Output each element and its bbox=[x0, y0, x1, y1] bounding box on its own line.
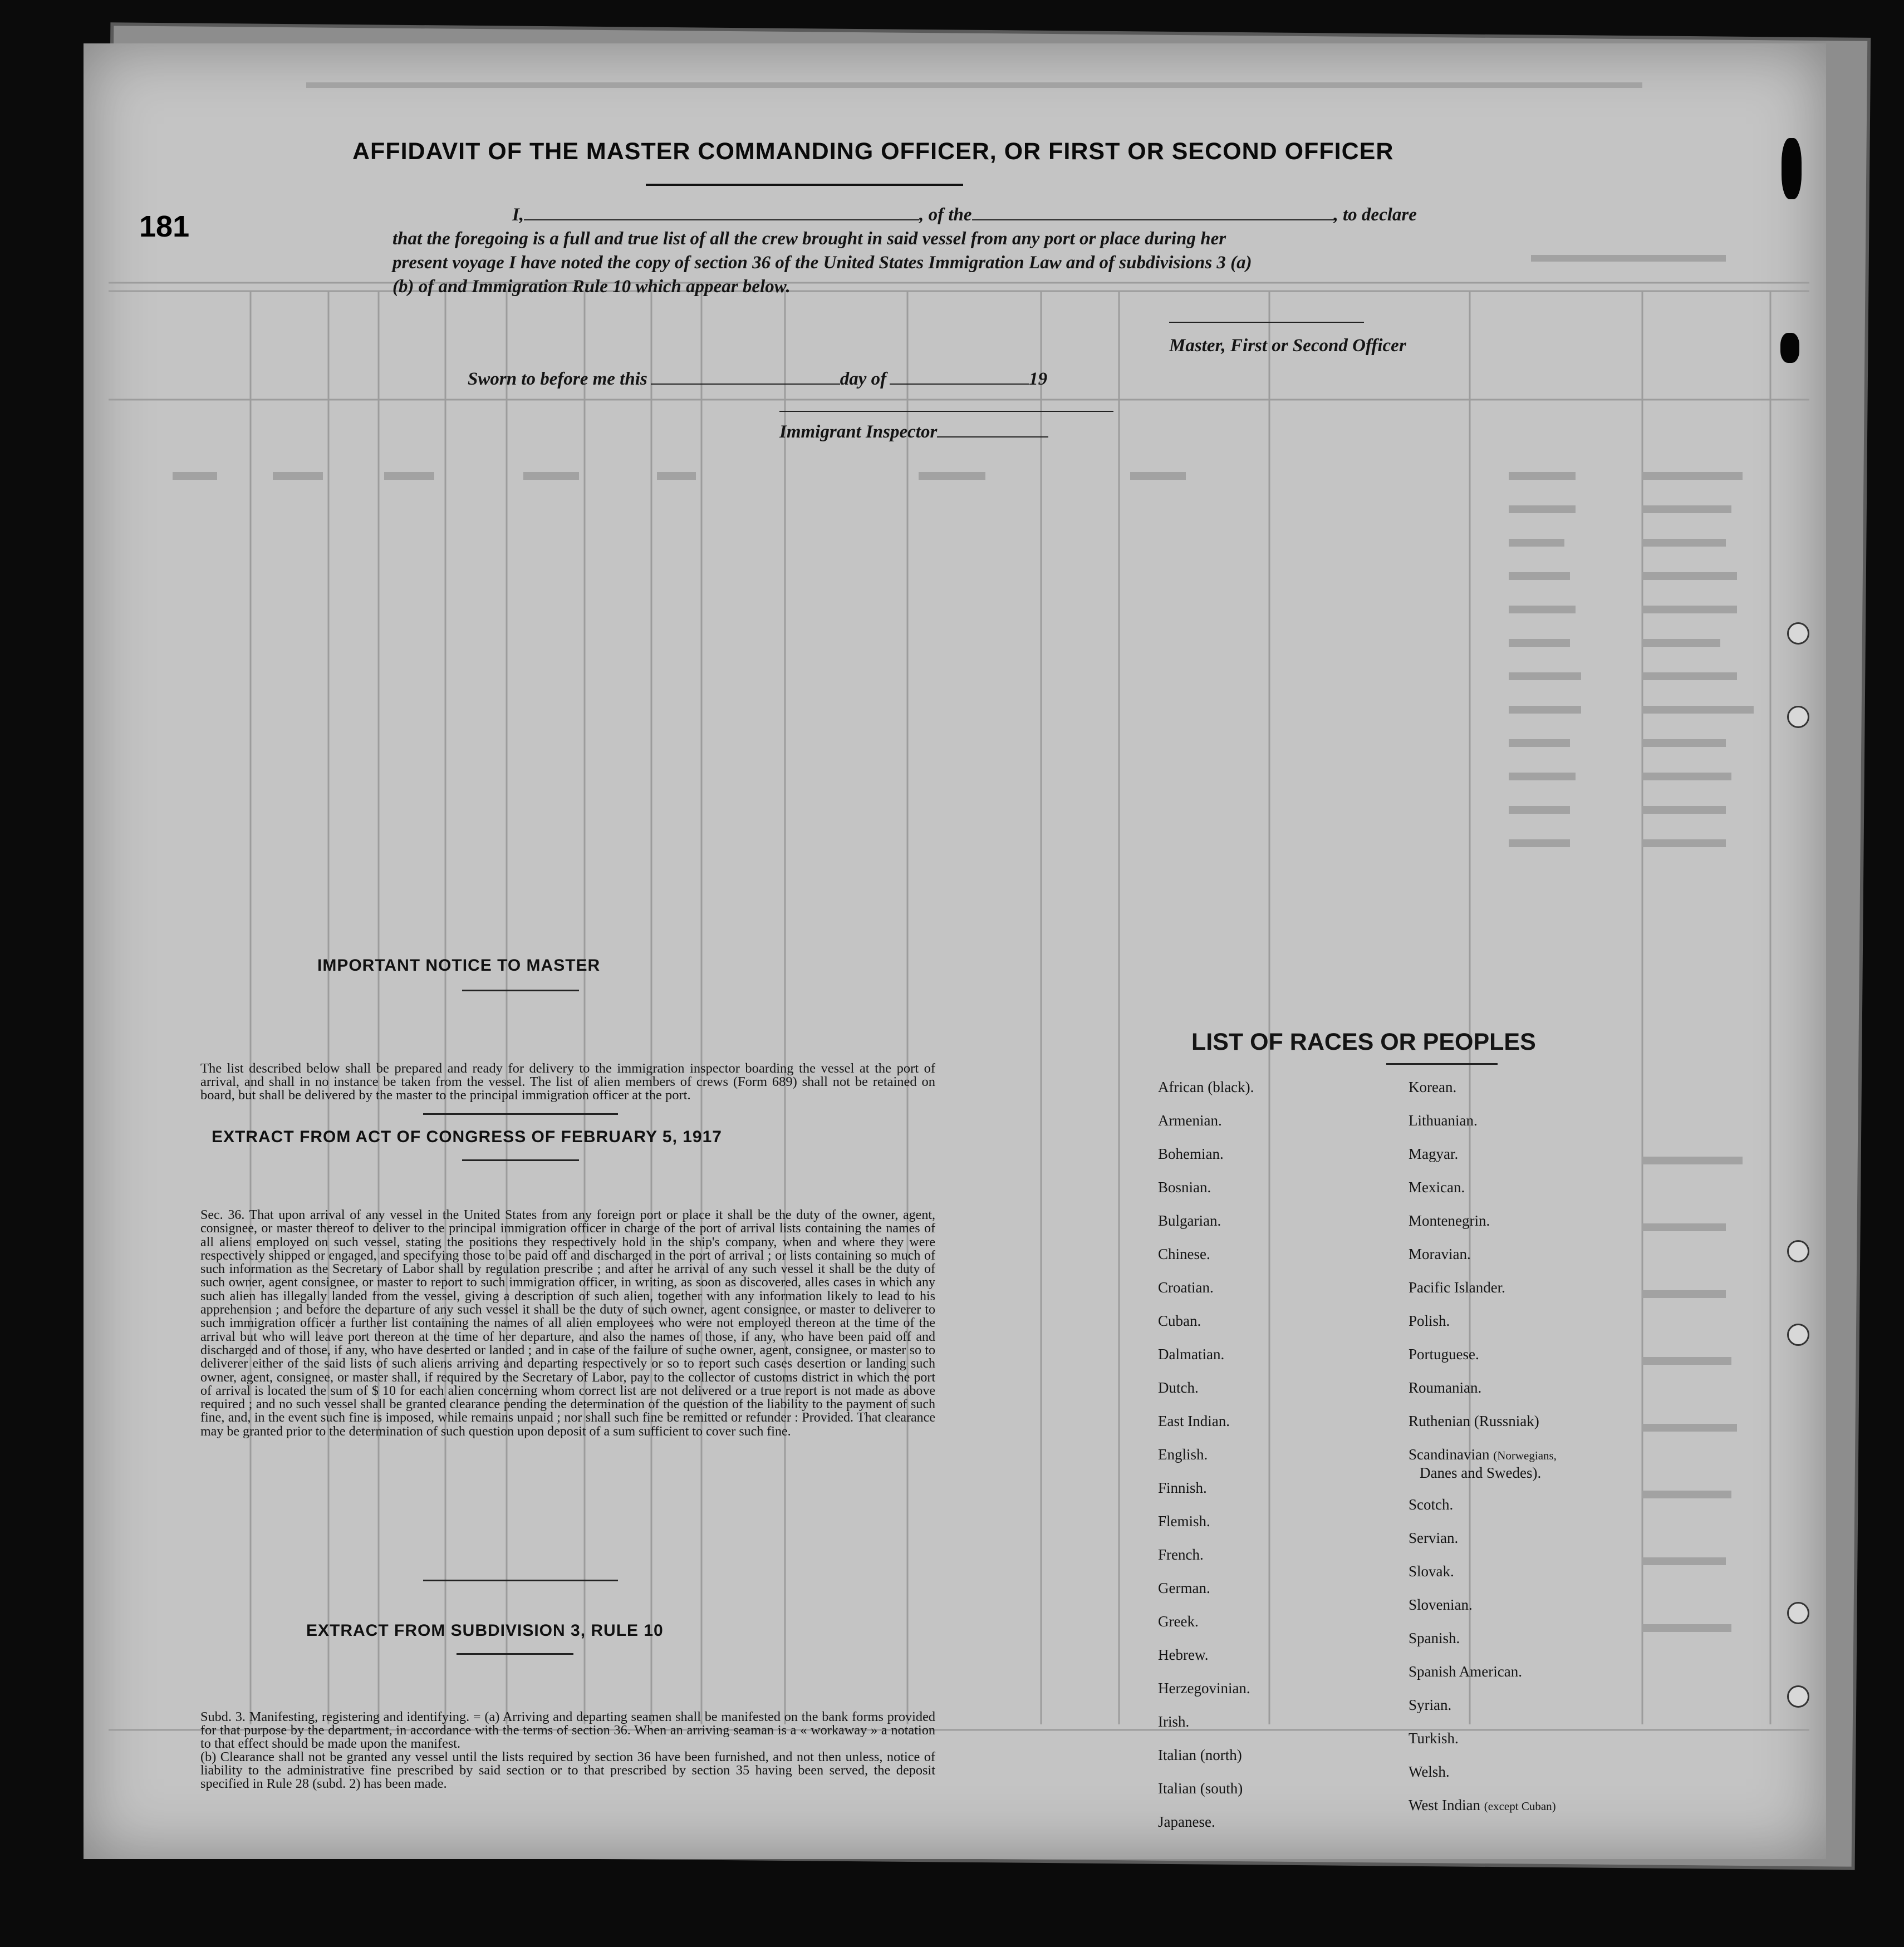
race-item-scandinavian bbox=[1409, 1446, 1557, 1496]
punch-hole bbox=[1787, 1685, 1809, 1708]
race-item: French. bbox=[1158, 1546, 1204, 1563]
affidavit-title: AFFIDAVIT OF THE MASTER COMMANDING OFFICER, OR FIRST OR SECOND OFFICER bbox=[352, 138, 1394, 165]
race-item-label: Scandinavian bbox=[1409, 1446, 1490, 1463]
inspector-blank[interactable] bbox=[937, 436, 1048, 437]
page-number: 181 bbox=[139, 210, 190, 243]
race-item: Scotch. bbox=[1409, 1496, 1454, 1513]
master-label: Master, First or Second Officer bbox=[1169, 336, 1406, 356]
sworn-line bbox=[468, 369, 1047, 390]
race-item: Syrian. bbox=[1409, 1697, 1452, 1713]
race-item: East Indian. bbox=[1158, 1413, 1230, 1429]
punch-hole bbox=[1787, 706, 1809, 728]
race-item: Greek. bbox=[1158, 1613, 1199, 1630]
i-label: I, bbox=[512, 205, 524, 225]
race-item: Slovenian. bbox=[1409, 1596, 1473, 1613]
to-declare-label: , to declare bbox=[1333, 205, 1417, 225]
race-item: Bohemian. bbox=[1158, 1145, 1224, 1162]
race-item: Slovak. bbox=[1409, 1563, 1454, 1580]
race-item: Italian (north) bbox=[1158, 1747, 1242, 1763]
act-bottom-rule bbox=[423, 1580, 618, 1581]
race-item: Mexican. bbox=[1409, 1179, 1465, 1196]
notice-heading: IMPORTANT NOTICE TO MASTER bbox=[317, 956, 601, 975]
race-item: Finnish. bbox=[1158, 1479, 1207, 1496]
notice-bottom-rule bbox=[423, 1113, 618, 1115]
race-item: Ruthenian (Russniak) bbox=[1409, 1413, 1539, 1429]
race-item: Turkish. bbox=[1409, 1730, 1459, 1747]
of-the-label: , of the bbox=[919, 205, 972, 225]
black-mark bbox=[1780, 333, 1799, 363]
race-item: Pacific Islander. bbox=[1409, 1279, 1505, 1296]
race-item: Hebrew. bbox=[1158, 1646, 1209, 1663]
subdivision-b-text: (b) Clearance shall not be granted any vessel until the lists required by section 36 have been furnished, and not then unless, notice of liability to the administrative fine prescribed by said section or to that prescribed by section 35 having been served, the deposit specified in Rule 28 (subd. 2) has been made. bbox=[200, 1749, 935, 1791]
rule-heading: EXTRACT FROM SUBDIVISION 3, RULE 10 bbox=[306, 1621, 664, 1640]
officer-name-blank[interactable] bbox=[524, 219, 919, 220]
vessel-name-blank[interactable] bbox=[972, 219, 1334, 220]
race-item: Servian. bbox=[1409, 1530, 1459, 1546]
race-item: Spanish. bbox=[1409, 1630, 1460, 1646]
race-item: Portuguese. bbox=[1409, 1346, 1479, 1363]
affidavit-line-2: that the foregoing is a full and true list of all the crew brought in said vessel from any port or place during her bbox=[392, 229, 1226, 249]
subdivision-a-text: Subd. 3. Manifesting, registering and identifying. = (a) Arriving and departing seamen shall be manifested on the bank forms provided for that purpose by the department, in accordance with the terms of section 36. When an arriving seaman is a « workaway » a notation to that effect should be made upon the manifest. bbox=[200, 1709, 935, 1751]
race-item: Korean. bbox=[1409, 1079, 1457, 1095]
race-item: Cuban. bbox=[1158, 1312, 1201, 1329]
races-rule bbox=[1386, 1063, 1498, 1065]
race-item: Irish. bbox=[1158, 1713, 1190, 1730]
race-item: Welsh. bbox=[1409, 1763, 1450, 1780]
race-item: Moravian. bbox=[1409, 1246, 1471, 1262]
race-item-note: (Norwegians, bbox=[1493, 1449, 1557, 1462]
punch-hole bbox=[1787, 1602, 1809, 1624]
race-item: English. bbox=[1158, 1446, 1208, 1463]
race-item: German. bbox=[1158, 1580, 1210, 1596]
punch-hole bbox=[1787, 1240, 1809, 1262]
race-item: Dalmatian. bbox=[1158, 1346, 1225, 1363]
race-item: Montenegrin. bbox=[1409, 1212, 1490, 1229]
affidavit-line-3: present voyage I have noted the copy of section 36 of the United States Immigration Law and of subdivisions 3 (a) bbox=[392, 253, 1252, 273]
race-item: Magyar. bbox=[1409, 1145, 1459, 1162]
race-item-note-line2: Danes and Swedes). bbox=[1420, 1464, 1542, 1481]
document-page bbox=[84, 43, 1826, 1859]
race-item: Dutch. bbox=[1158, 1379, 1199, 1396]
ghost-table bbox=[84, 43, 1826, 1859]
race-item: Croatian. bbox=[1158, 1279, 1214, 1296]
punch-hole bbox=[1787, 622, 1809, 645]
act-heading: EXTRACT FROM ACT OF CONGRESS OF FEBRUARY 5, 1917 bbox=[212, 1128, 722, 1146]
affidavit-line-4: (b) of and Immigration Rule 10 which appear below. bbox=[392, 277, 791, 297]
notice-text: The list described below shall be prepared and ready for delivery to the immigration inspector boarding the vessel at the port of arrival, and shall in no instance be taken from the vessel. The list of alien members of crews (Form 689) shall not be retained on board, but shall be delivered by the master to the principal immigration officer at the port. bbox=[200, 1061, 935, 1103]
year-label: 19 bbox=[1029, 369, 1048, 389]
race-item: Bosnian. bbox=[1158, 1179, 1211, 1196]
affidavit-line-1 bbox=[512, 205, 1417, 225]
race-item: African (black). bbox=[1158, 1079, 1254, 1095]
inspector-label: Immigrant Inspector bbox=[779, 422, 938, 442]
race-item-label: West Indian bbox=[1409, 1797, 1481, 1813]
inspector-line bbox=[779, 422, 1048, 442]
race-item: Chinese. bbox=[1158, 1246, 1210, 1262]
act-rule bbox=[462, 1159, 579, 1161]
day-of-label: day of bbox=[840, 369, 887, 389]
master-signature-line[interactable] bbox=[1169, 322, 1364, 323]
race-item: Polish. bbox=[1409, 1312, 1450, 1329]
race-item-note: (except Cuban) bbox=[1484, 1800, 1556, 1813]
inspector-signature-line[interactable] bbox=[779, 411, 1113, 412]
rule-rule bbox=[457, 1653, 573, 1655]
notice-rule bbox=[462, 990, 579, 991]
subdivision-text bbox=[200, 1710, 935, 1791]
black-mark bbox=[1782, 138, 1802, 199]
race-item: Armenian. bbox=[1158, 1112, 1222, 1129]
section-36-text: Sec. 36. That upon arrival of any vessel in the United States from any foreign port or place it shall be the duty of the owner, agent, consignee, or master thereof to deliver to the principal immigration officer in charge of the port of arrival lists containing the names of all aliens employed on such vessel, stating the positions they respectively hold in the ship's company, when and where they were respectively shipped or engaged, and specifying those to be paid off and discharged in the port of arrival ; or lists containing so much of such information as the Secretary of Labor shall by regulation prescribe ; and after he arrival of any such vessel it shall be the duty of such owner, agent consignee, or master to report to such immigration officer, in writing, as soon as discovered, alles cases in which any such alien has illegally landed from the vessel, giving a description of such alien, together with any information likely to lead to his apprehension ; and before the departure of any such vessel it shall be the duty of such owner, agent consignee, or master to deliverer to such immigration officer a further list containing the names of all alien employees who were not employed thereon at the time of the arrival but who will leave port thereon at the time of her departure, and also the names of those, if any, who have been paid off and discharged and of those, if any, who have deserted or landed ; and in case of the failure of suche owner, agent, consignee, or master so to deliverer either of the said lists of such aliens arriving and departing respectively or so to report such cases desertion or landing such owner, agent, consignee, or master shall, if required by the Secretary of Labor, pay to the collector of customs district in which the port of arrival is located the sum of $ 10 for each alien concerning whom correct list are not delivered or a true report is not made as above required ; and no such vessel shall be granted clearance pending the determination of the question of the liability to the payment of such fine, and, in the event such fine is imposed, while remains unpaid ; nor shall such fine be remitted or refunder : Provided. That clearance may be granted prior to the determination of such question upon deposit of a sum sufficient to cover such fine. bbox=[200, 1208, 935, 1439]
race-item: Lithuanian. bbox=[1409, 1112, 1478, 1129]
race-item: Roumanian. bbox=[1409, 1379, 1482, 1396]
punch-hole bbox=[1787, 1324, 1809, 1346]
races-left-column bbox=[1158, 1079, 1254, 1847]
races-heading: LIST OF RACES OR PEOPLES bbox=[1191, 1029, 1536, 1055]
race-item: Herzegovinian. bbox=[1158, 1680, 1250, 1697]
title-underline bbox=[646, 184, 963, 186]
races-right-column bbox=[1409, 1079, 1557, 1830]
month-blank[interactable] bbox=[890, 384, 1029, 385]
race-item: Italian (south) bbox=[1158, 1780, 1243, 1797]
day-blank[interactable] bbox=[651, 384, 840, 385]
race-item: Japanese. bbox=[1158, 1813, 1215, 1830]
race-item-west-indian bbox=[1409, 1797, 1557, 1830]
race-item: Spanish American. bbox=[1409, 1663, 1522, 1680]
race-item: Bulgarian. bbox=[1158, 1212, 1221, 1229]
race-item: Flemish. bbox=[1158, 1513, 1210, 1530]
sworn-label: Sworn to before me this bbox=[468, 369, 647, 389]
